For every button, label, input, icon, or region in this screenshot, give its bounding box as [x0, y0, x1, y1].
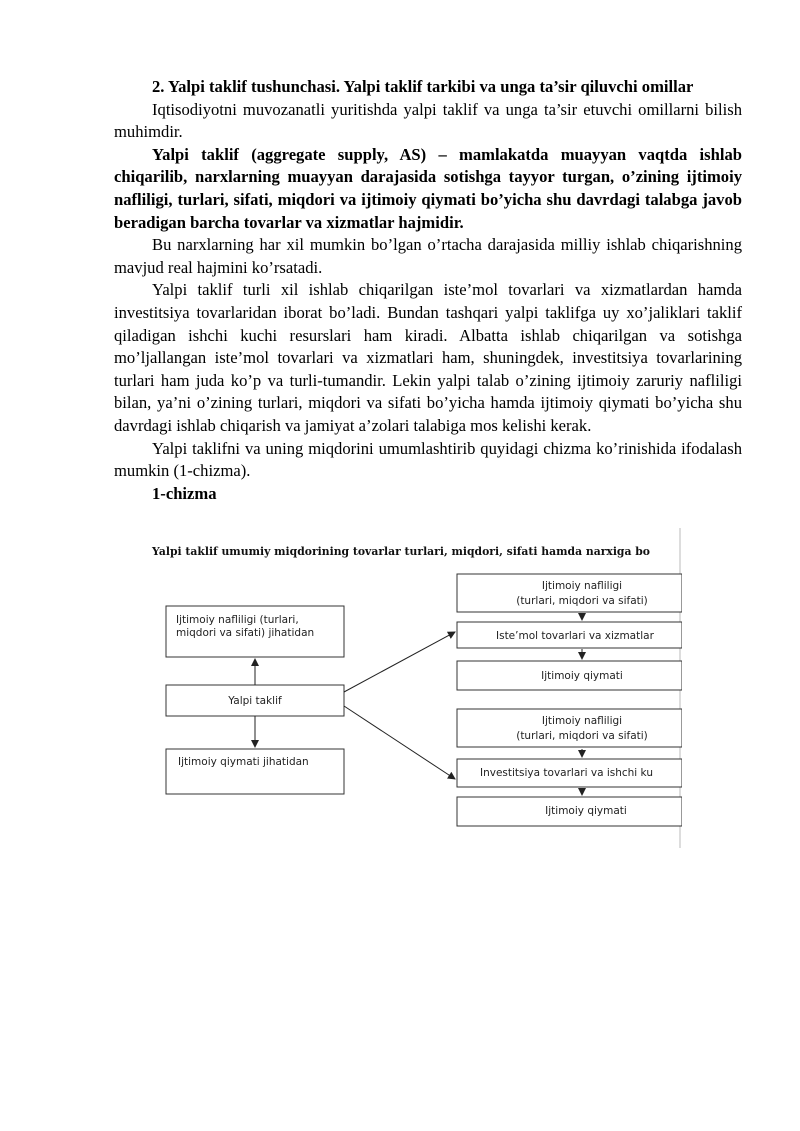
- upper-naflilik-line1: Ijtimoiy nafliligi: [541, 580, 623, 592]
- box-naflilik-line1: Ijtimoiy nafliligi (turlari,: [176, 614, 299, 626]
- section-heading: 2. Yalpi taklif tushunchasi. Yalpi taklif tarkibi va unga ta’sir qiluvchi omillar: [152, 77, 694, 96]
- box-lower-value: [457, 797, 682, 826]
- paragraph-definition: Yalpi taklif (aggregate supply, AS) – mamlakatda muayyan vaqtda ishlab chiqarilib, narxlarning muayyan darajasida sotishga tayyor turgan, o’zining ijtimoiy nafliligi, turlari, sifati, miqdori va ijtimoiy qiymati bo’yicha shu davrdagi talabga javob beradigan barcha tovarlar va xizmatlar hajmidir.: [114, 144, 742, 232]
- box-lower-goods: [457, 759, 682, 787]
- box-naflilik-line2: miqdori va sifati) jihatidan: [176, 627, 315, 639]
- arrow-to-investitsiya: [344, 706, 455, 779]
- upper-goods-label: Iste’mol tovarlari va xizmatlar: [496, 630, 654, 642]
- box-upper-naflilik: [457, 574, 682, 612]
- lower-goods-label: Investitsiya tovarlari va ishchi ku: [480, 767, 653, 779]
- paragraph-diagram-intro: Yalpi taklifni va uning miqdorini umumlashtirib quyidagi chizma ko’rinishida ifodalash mumkin (1-chizma).: [114, 438, 742, 481]
- lower-value-label: Ijtimoiy qiymati: [545, 805, 627, 817]
- box-naflilik-jihatidan: [166, 606, 344, 657]
- paragraph-real-volume: Bu narxlarning har xil mumkin bo’lgan o’rtacha darajasida milliy ishlab chiqarishning mavjud real hajmini ko’rsatadi.: [114, 235, 742, 277]
- box-yalpi-taklif-label: Yalpi taklif: [228, 695, 282, 707]
- lower-naflilik-line1: Ijtimoiy nafliligi: [541, 715, 623, 727]
- diagram-caption: 1-chizma: [152, 483, 217, 503]
- box-lower-naflilik: [457, 709, 682, 747]
- arrow-to-istemol: [344, 632, 455, 692]
- box-qiymat-label: Ijtimoiy qiymati jihatidan: [178, 756, 309, 768]
- upper-value-label: Ijtimoiy qiymati: [541, 670, 623, 682]
- paragraph-composition: Yalpi taklif turli xil ishlab chiqarilgan iste’mol tovarlari va xizmatlardan hamda investitsiya tovarlaridan iborat bo’ladi. Bundan tashqari yalpi taklifga uy xo’jaliklari taklif qiladigan ishchi kuchi resurslari ham kiradi. Albatta ishlab chiqarilgan va sotishga mo’ljallangan iste’mol tovarlari va xizmatlari ham, shuningdek, investitsiya tovarlarining turlari ham juda ko’p va turli-tumandir. Lekin yalpi talab o’zining ijtimoiy zaruriy nafliligi bilan, ya’ni o’zining turlari, miqdori va sifati bo’yicha hamda ijtimoiy qiymati bo’yicha shu davrdagi ishlab chiqarish va jamiyat a’zolari talabiga mos kelishi kerak.: [114, 280, 742, 435]
- paragraph-intro: Iqtisodiyotni muvozanatli yuritishda yalpi taklif va unga ta’sir etuvchi omillarni bilish muhimdir.: [114, 99, 742, 142]
- supply-diagram: [150, 528, 682, 848]
- box-upper-value: [457, 661, 682, 690]
- box-yalpi-taklif: [166, 685, 344, 716]
- lower-naflilik-line2: (turlari, miqdori va sifati): [516, 730, 648, 742]
- body-text: [114, 76, 742, 505]
- box-qiymat-jihatidan: [166, 749, 344, 794]
- diagram-title: Yalpi taklif umumiy miqdorining tovarlar turlari, miqdori, sifati hamda narxiga bo: [152, 545, 650, 558]
- box-upper-goods: [457, 622, 682, 648]
- upper-naflilik-line2: (turlari, miqdori va sifati): [516, 595, 648, 607]
